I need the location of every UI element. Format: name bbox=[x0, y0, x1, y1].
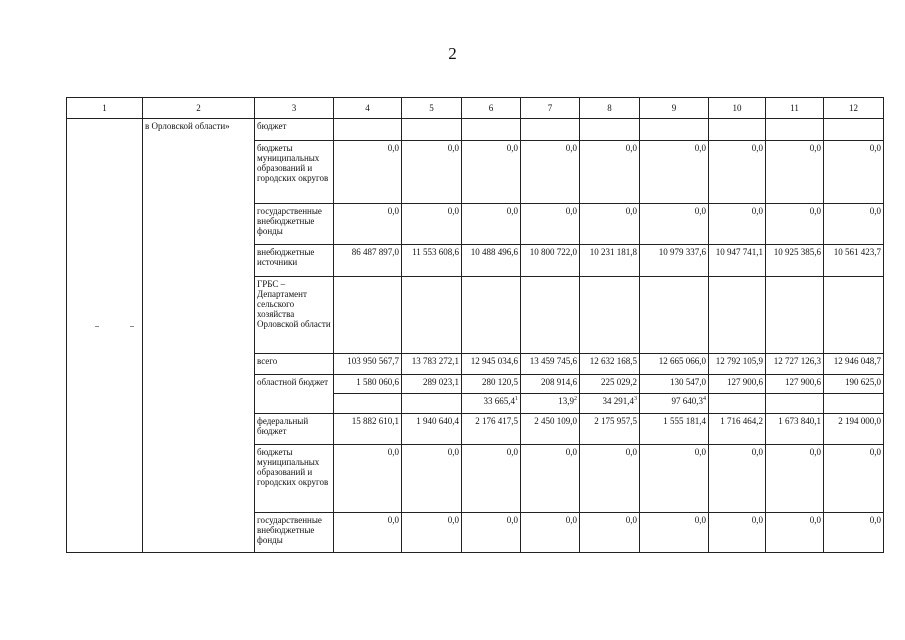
value-cell-col-9: 130 547,0 bbox=[640, 375, 709, 394]
value-cell-col-6: 0,0 bbox=[462, 204, 521, 245]
value-cell-col-5: 0,0 bbox=[402, 445, 462, 513]
value-cell-col-7: 208 914,6 bbox=[521, 375, 580, 394]
value-cell-col-9: 1 555 181,4 bbox=[640, 414, 709, 445]
value-cell-col-11 bbox=[766, 277, 824, 354]
header-cell-6: 6 bbox=[462, 98, 521, 119]
row-label: внебюджетные источники bbox=[255, 245, 334, 277]
value-cell-col-11: 0,0 bbox=[766, 204, 824, 245]
value-cell-col-5: 0,0 bbox=[402, 513, 462, 553]
value-cell-col-12: 0,0 bbox=[824, 141, 884, 204]
value-cell-col-9: 0,0 bbox=[640, 445, 709, 513]
value-cell-col-6: 10 488 496,6 bbox=[462, 245, 521, 277]
sub-value-cell-col-7 bbox=[521, 394, 580, 414]
value-cell-col-5: 0,0 bbox=[402, 204, 462, 245]
sub-value-cell-col-8 bbox=[580, 394, 640, 414]
sub-value-cell-col-4 bbox=[334, 394, 402, 414]
budget-table bbox=[66, 97, 884, 553]
value-cell-col-4: 0,0 bbox=[334, 513, 402, 553]
sub-value-cell-col-12 bbox=[824, 394, 884, 414]
value-cell-col-12: 0,0 bbox=[824, 445, 884, 513]
value-cell-col-7: 0,0 bbox=[521, 141, 580, 204]
value-cell-col-5 bbox=[402, 119, 462, 141]
value-cell-col-6: 0,0 bbox=[462, 141, 521, 204]
value-cell-col-10: 12 792 105,9 bbox=[709, 354, 766, 375]
sub-value-cell-col-6 bbox=[462, 394, 521, 414]
value-cell-col-8: 0,0 bbox=[580, 204, 640, 245]
value-cell-col-12 bbox=[824, 277, 884, 354]
value-cell-col-12: 0,0 bbox=[824, 513, 884, 553]
row-budget bbox=[67, 119, 884, 141]
value-cell-col-10: 1 716 464,2 bbox=[709, 414, 766, 445]
value-cell-col-12: 10 561 423,7 bbox=[824, 245, 884, 277]
value-cell-col-7 bbox=[521, 277, 580, 354]
value-cell-col-4 bbox=[334, 119, 402, 141]
value-cell-col-8: 0,0 bbox=[580, 445, 640, 513]
header-cell-7: 7 bbox=[521, 98, 580, 119]
sub-value: 33 665,4 bbox=[483, 396, 515, 406]
value-cell-col-8 bbox=[580, 119, 640, 141]
value-cell-col-12: 2 194 000,0 bbox=[824, 414, 884, 445]
value-cell-col-9: 10 979 337,6 bbox=[640, 245, 709, 277]
value-cell-col-8: 225 029,2 bbox=[580, 375, 640, 394]
value-cell-col-11: 0,0 bbox=[766, 141, 824, 204]
margin-tick bbox=[95, 326, 99, 327]
value-cell-col-7: 13 459 745,6 bbox=[521, 354, 580, 375]
value-cell-col-11: 0,0 bbox=[766, 513, 824, 553]
value-cell-col-9 bbox=[640, 277, 709, 354]
row-label: ГРБС – Департамент сельского хозяйства Орловской области bbox=[255, 277, 334, 354]
value-cell-col-10: 0,0 bbox=[709, 513, 766, 553]
header-cell-2: 2 bbox=[143, 98, 255, 119]
value-cell-col-8 bbox=[580, 277, 640, 354]
footnote-mark: 4 bbox=[703, 396, 706, 402]
value-cell-col-9: 0,0 bbox=[640, 204, 709, 245]
row-label: областной бюджет bbox=[255, 375, 334, 414]
value-cell-col-4: 103 950 567,7 bbox=[334, 354, 402, 375]
footnote-mark: 2 bbox=[574, 396, 577, 402]
footnote-mark: 1 bbox=[515, 396, 518, 402]
page-number: 2 bbox=[448, 44, 457, 63]
footnote-mark: 3 bbox=[634, 396, 637, 402]
value-cell-col-11: 127 900,6 bbox=[766, 375, 824, 394]
value-cell-col-4 bbox=[334, 277, 402, 354]
value-cell-col-4: 15 882 610,1 bbox=[334, 414, 402, 445]
value-cell-col-6 bbox=[462, 119, 521, 141]
value-cell-col-6: 2 176 417,5 bbox=[462, 414, 521, 445]
row-label: государственные внебюджетные фонды bbox=[255, 513, 334, 553]
value-cell-col-9 bbox=[640, 119, 709, 141]
value-cell-col-5: 11 553 608,6 bbox=[402, 245, 462, 277]
row-label: бюджет bbox=[255, 119, 334, 141]
value-cell-col-9: 0,0 bbox=[640, 141, 709, 204]
value-cell-col-11: 12 727 126,3 bbox=[766, 354, 824, 375]
row-label: бюджеты муниципальных образований и городских округов bbox=[255, 445, 334, 513]
header-cell-4: 4 bbox=[334, 98, 402, 119]
value-cell-col-11: 10 925 385,6 bbox=[766, 245, 824, 277]
sub-value-cell-col-5 bbox=[402, 394, 462, 414]
header-cell-5: 5 bbox=[402, 98, 462, 119]
col2-program-cell: в Орловской области» bbox=[143, 119, 255, 553]
value-cell-col-7: 0,0 bbox=[521, 513, 580, 553]
sub-value: 97 640,3 bbox=[671, 396, 703, 406]
header-cell-11: 11 bbox=[766, 98, 824, 119]
value-cell-col-6: 0,0 bbox=[462, 445, 521, 513]
value-cell-col-10: 0,0 bbox=[709, 204, 766, 245]
header-row bbox=[67, 98, 884, 119]
value-cell-col-8: 12 632 168,5 bbox=[580, 354, 640, 375]
value-cell-col-7: 0,0 bbox=[521, 445, 580, 513]
value-cell-col-12: 190 625,0 bbox=[824, 375, 884, 394]
value-cell-col-12: 12 946 048,7 bbox=[824, 354, 884, 375]
row-label: бюджеты муниципальных образований и городских округов bbox=[255, 141, 334, 204]
value-cell-col-7: 0,0 bbox=[521, 204, 580, 245]
header-cell-1: 1 bbox=[67, 98, 143, 119]
sub-value-cell-col-9 bbox=[640, 394, 709, 414]
value-cell-col-5: 13 783 272,1 bbox=[402, 354, 462, 375]
col1-cell bbox=[67, 119, 143, 553]
value-cell-col-4: 1 580 060,6 bbox=[334, 375, 402, 394]
value-cell-col-9: 0,0 bbox=[640, 513, 709, 553]
header-cell-8: 8 bbox=[580, 98, 640, 119]
value-cell-col-5: 0,0 bbox=[402, 141, 462, 204]
margin-tick bbox=[130, 326, 134, 327]
value-cell-col-9: 12 665 066,0 bbox=[640, 354, 709, 375]
value-cell-col-4: 0,0 bbox=[334, 204, 402, 245]
value-cell-col-6: 280 120,5 bbox=[462, 375, 521, 394]
value-cell-col-10: 127 900,6 bbox=[709, 375, 766, 394]
value-cell-col-5 bbox=[402, 277, 462, 354]
value-cell-col-12 bbox=[824, 119, 884, 141]
sub-value: 34 291,4 bbox=[602, 396, 634, 406]
row-label: государственные внебюджетные фонды bbox=[255, 204, 334, 245]
value-cell-col-10: 10 947 741,1 bbox=[709, 245, 766, 277]
value-cell-col-8: 10 231 181,8 bbox=[580, 245, 640, 277]
sub-value-cell-col-10 bbox=[709, 394, 766, 414]
value-cell-col-8: 2 175 957,5 bbox=[580, 414, 640, 445]
value-cell-col-5: 1 940 640,4 bbox=[402, 414, 462, 445]
value-cell-col-4: 0,0 bbox=[334, 141, 402, 204]
value-cell-col-10 bbox=[709, 119, 766, 141]
value-cell-col-6: 12 945 034,6 bbox=[462, 354, 521, 375]
row-label: всего bbox=[255, 354, 334, 375]
value-cell-col-11 bbox=[766, 119, 824, 141]
value-cell-col-10: 0,0 bbox=[709, 445, 766, 513]
value-cell-col-4: 86 487 897,0 bbox=[334, 245, 402, 277]
value-cell-col-4: 0,0 bbox=[334, 445, 402, 513]
value-cell-col-7: 2 450 109,0 bbox=[521, 414, 580, 445]
value-cell-col-11: 1 673 840,1 bbox=[766, 414, 824, 445]
value-cell-col-7: 10 800 722,0 bbox=[521, 245, 580, 277]
header-cell-12: 12 bbox=[824, 98, 884, 119]
value-cell-col-6: 0,0 bbox=[462, 513, 521, 553]
value-cell-col-10 bbox=[709, 277, 766, 354]
value-cell-col-8: 0,0 bbox=[580, 513, 640, 553]
value-cell-col-6 bbox=[462, 277, 521, 354]
value-cell-col-12: 0,0 bbox=[824, 204, 884, 245]
value-cell-col-5: 289 023,1 bbox=[402, 375, 462, 394]
header-cell-9: 9 bbox=[640, 98, 709, 119]
header-cell-10: 10 bbox=[709, 98, 766, 119]
sub-value-cell-col-11 bbox=[766, 394, 824, 414]
value-cell-col-7 bbox=[521, 119, 580, 141]
row-label: федеральный бюджет bbox=[255, 414, 334, 445]
value-cell-col-10: 0,0 bbox=[709, 141, 766, 204]
value-cell-col-11: 0,0 bbox=[766, 445, 824, 513]
sub-value: 13,9 bbox=[558, 396, 574, 406]
value-cell-col-8: 0,0 bbox=[580, 141, 640, 204]
header-cell-3: 3 bbox=[255, 98, 334, 119]
